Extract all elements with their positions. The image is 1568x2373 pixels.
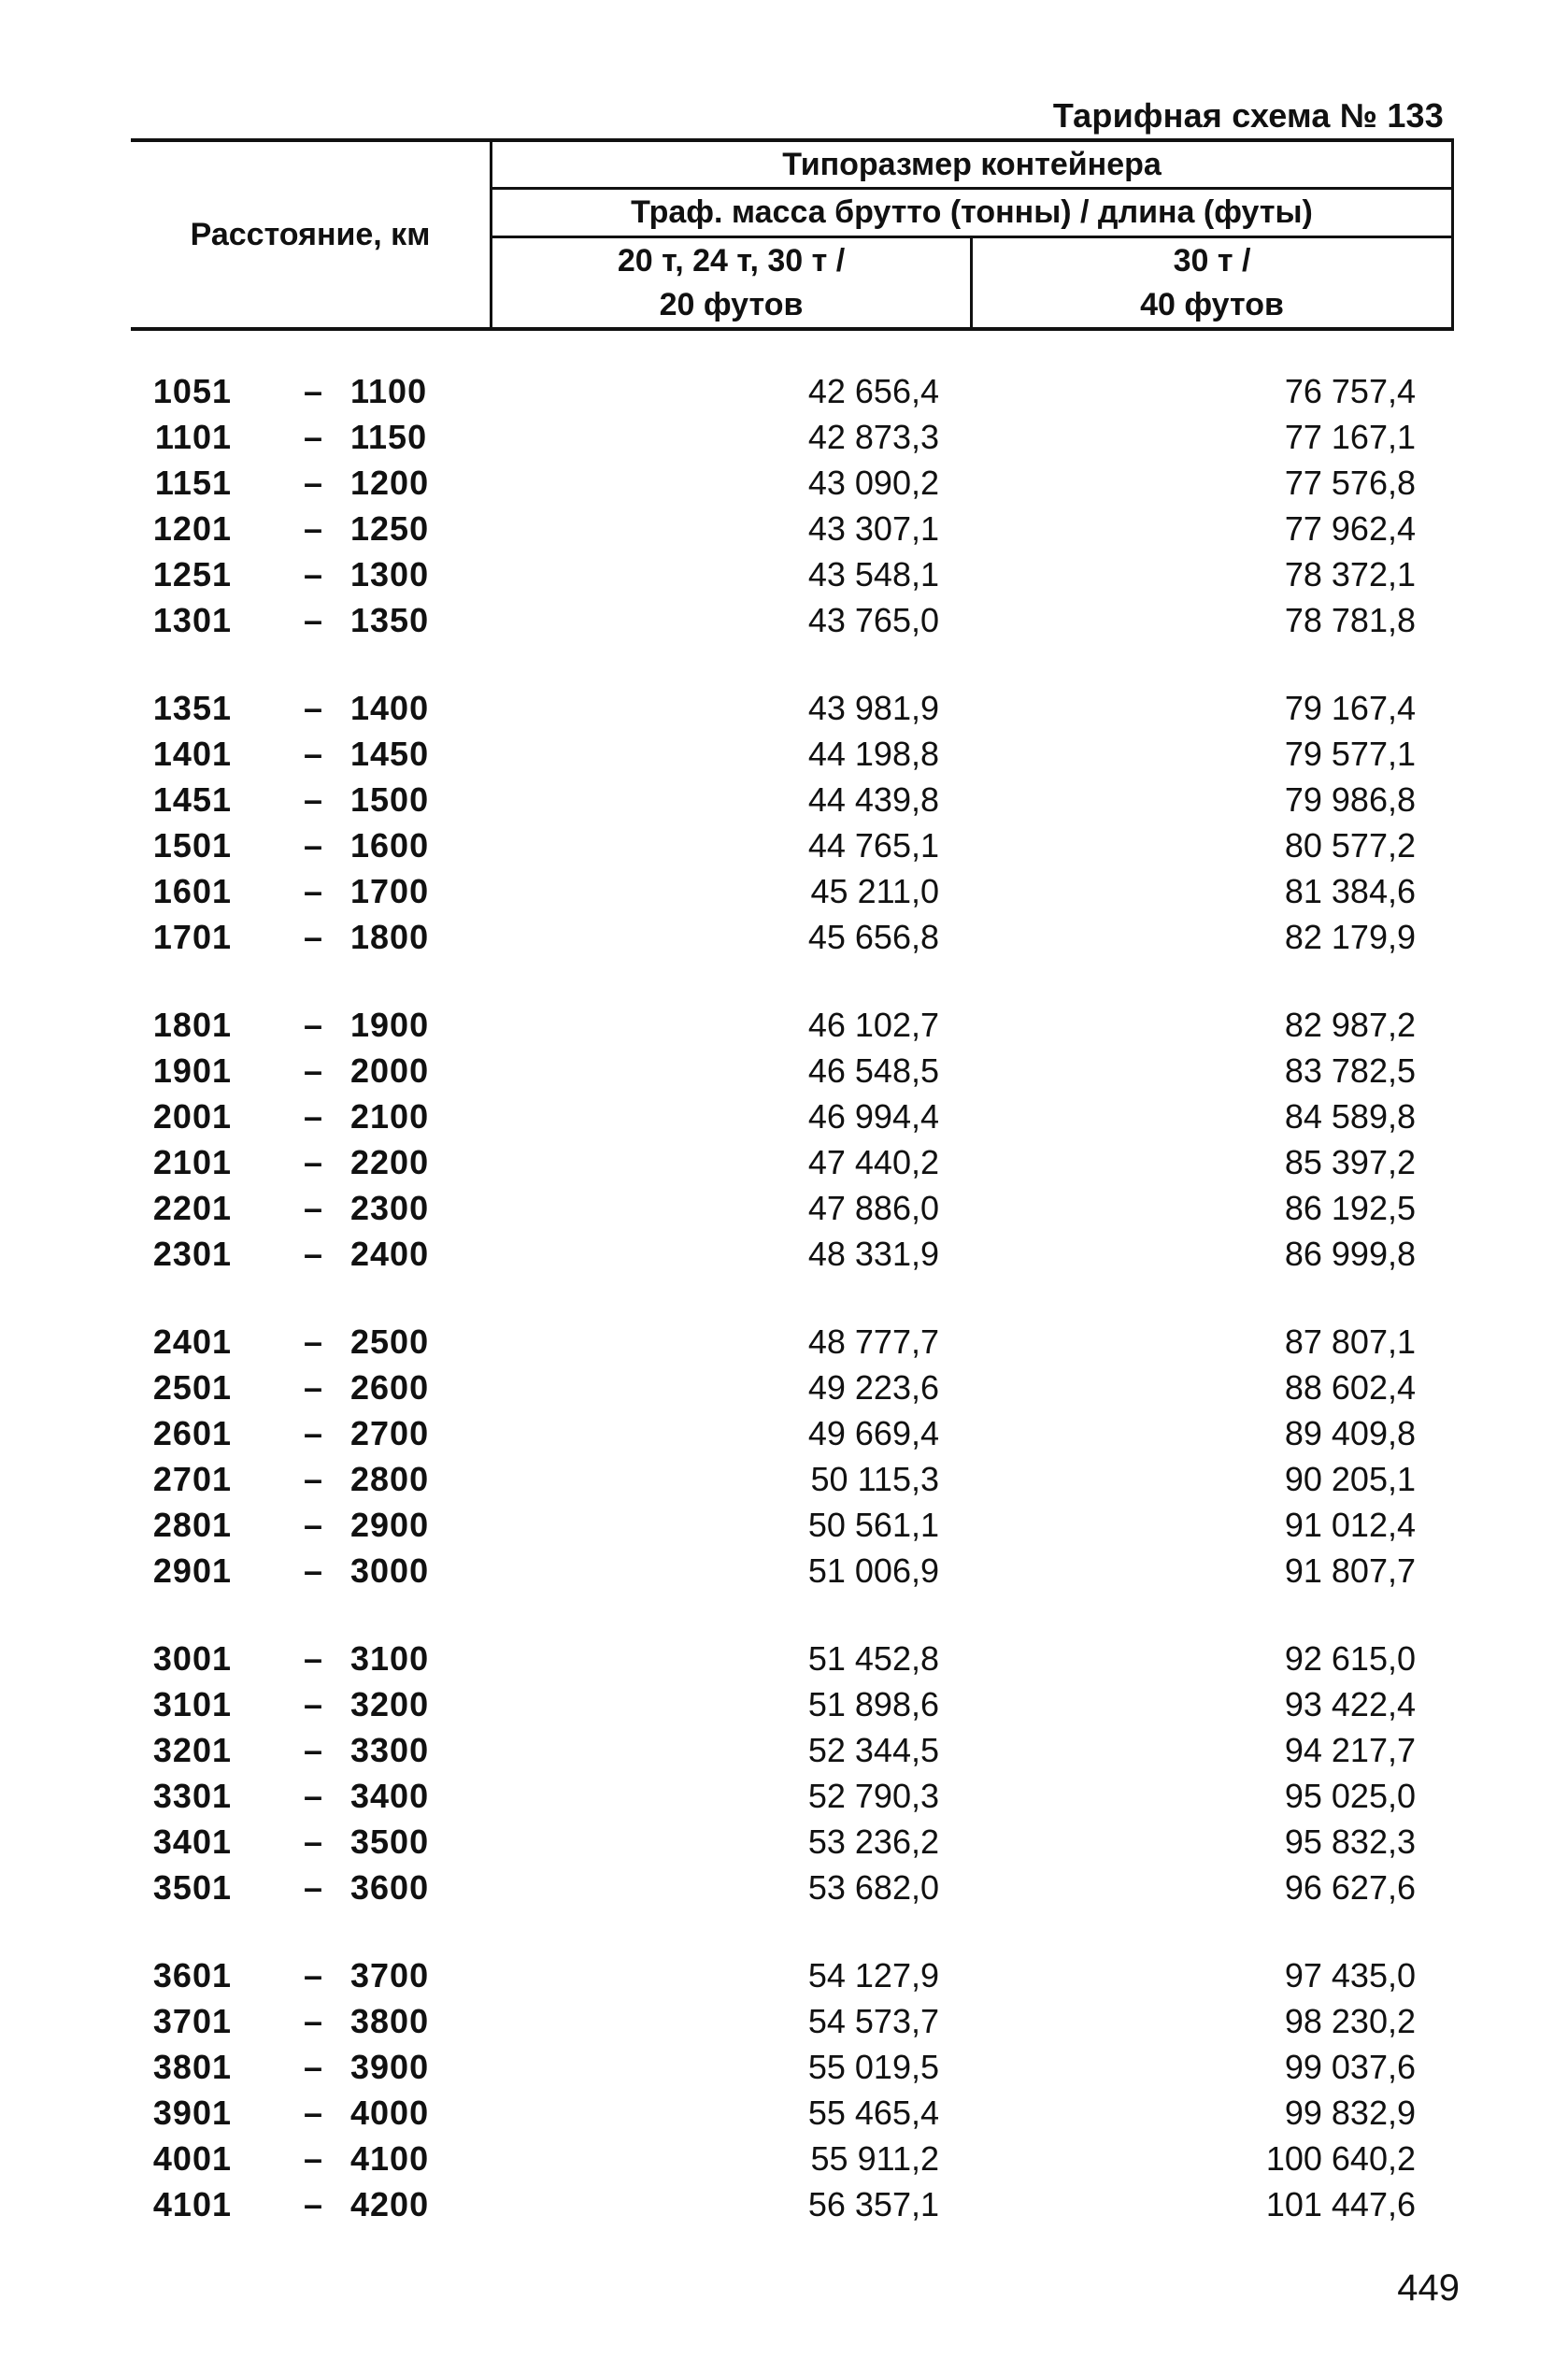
distance-to: 2000	[350, 1051, 430, 1090]
range-dash: –	[303, 826, 323, 865]
range-dash: –	[303, 1823, 323, 1861]
distance-to: 1400	[350, 689, 430, 727]
distance-to: 3000	[350, 1551, 430, 1590]
distance-from: 1201	[152, 509, 232, 548]
distance-to: 3100	[350, 1639, 430, 1678]
tariff-20ft: 44 765,1	[807, 826, 939, 865]
range-dash: –	[303, 1868, 323, 1907]
tariff-20ft: 43 981,9	[807, 689, 939, 727]
tariff-40ft: 77 576,8	[1284, 464, 1416, 502]
range-dash: –	[303, 372, 323, 410]
distance-from: 1601	[152, 872, 232, 910]
tariff-40ft: 79 986,8	[1284, 780, 1416, 819]
tariff-20ft: 48 331,9	[807, 1235, 939, 1273]
distance-from: 2801	[152, 1506, 232, 1544]
range-dash: –	[303, 1235, 323, 1273]
tariff-40ft: 81 384,6	[1284, 872, 1416, 910]
distance-from: 3801	[152, 2048, 232, 2086]
range-dash: –	[303, 1414, 323, 1452]
distance-to: 1250	[350, 509, 430, 548]
tariff-40ft: 78 372,1	[1284, 555, 1416, 593]
tariff-20ft: 47 886,0	[807, 1189, 939, 1227]
tariff-40ft: 97 435,0	[1284, 1956, 1416, 1994]
tariff-20ft: 49 669,4	[807, 1414, 939, 1452]
distance-to: 1600	[350, 826, 430, 865]
range-dash: –	[303, 1685, 323, 1723]
tariff-20ft: 43 548,1	[807, 555, 939, 593]
distance-from: 3701	[152, 2002, 232, 2040]
tariff-20ft: 43 090,2	[807, 464, 939, 502]
distance-from: 2401	[152, 1322, 232, 1361]
distance-to: 1300	[350, 555, 430, 593]
tariff-40ft: 99 037,6	[1284, 2048, 1416, 2086]
distance-to: 1500	[350, 780, 430, 819]
tariff-40ft: 96 627,6	[1284, 1868, 1416, 1907]
tariff-40ft: 78 781,8	[1284, 601, 1416, 639]
tariff-20ft: 43 307,1	[807, 509, 939, 548]
tariff-20ft: 55 465,4	[807, 2094, 939, 2132]
distance-to: 1700	[350, 872, 430, 910]
tariff-20ft: 42 656,4	[807, 372, 939, 410]
distance-from: 2501	[152, 1368, 232, 1407]
tariff-20ft: 44 198,8	[807, 735, 939, 773]
distance-from: 1451	[152, 780, 232, 819]
tariff-40ft: 85 397,2	[1284, 1143, 1416, 1181]
tariff-20ft: 46 548,5	[807, 1051, 939, 1090]
tariff-40ft: 79 577,1	[1284, 735, 1416, 773]
tariff-40ft: 79 167,4	[1284, 689, 1416, 727]
tariff-40ft: 93 422,4	[1284, 1685, 1416, 1723]
distance-from: 1701	[152, 918, 232, 956]
range-dash: –	[303, 1460, 323, 1498]
distance-to: 3600	[350, 1868, 430, 1907]
tariff-40ft: 80 577,2	[1284, 826, 1416, 865]
tariff-40ft: 82 179,9	[1284, 918, 1416, 956]
distance-to: 2500	[350, 1322, 430, 1361]
distance-to: 2600	[350, 1368, 430, 1407]
tariff-40ft: 91 807,7	[1284, 1551, 1416, 1590]
distance-from: 4101	[152, 2185, 232, 2223]
range-dash: –	[303, 555, 323, 593]
distance-from: 4001	[152, 2139, 232, 2178]
col-20ft-header-line1: 20 т, 24 т, 30 т /	[617, 243, 846, 279]
distance-from: 3501	[152, 1868, 232, 1907]
range-dash: –	[303, 1189, 323, 1227]
distance-from: 3301	[152, 1777, 232, 1815]
range-dash: –	[303, 689, 323, 727]
distance-from: 2101	[152, 1143, 232, 1181]
distance-from: 2701	[152, 1460, 232, 1498]
tariff-40ft: 87 807,1	[1284, 1322, 1416, 1361]
distance-from: 1501	[152, 826, 232, 865]
distance-to: 3200	[350, 1685, 430, 1723]
distance-from: 2301	[152, 1235, 232, 1273]
col-40ft-header-line1: 30 т /	[1173, 243, 1251, 279]
range-dash: –	[303, 418, 323, 456]
tariff-20ft: 51 452,8	[807, 1639, 939, 1678]
distance-header: Расстояние, км	[190, 217, 431, 252]
tariff-20ft: 45 656,8	[807, 918, 939, 956]
distance-to: 3700	[350, 1956, 430, 1994]
distance-to: 2100	[350, 1097, 430, 1136]
tariff-40ft: 90 205,1	[1284, 1460, 1416, 1498]
distance-to: 2300	[350, 1189, 430, 1227]
range-dash: –	[303, 2094, 323, 2132]
distance-from: 1101	[154, 418, 232, 456]
tariff-40ft: 98 230,2	[1284, 2002, 1416, 2040]
distance-from: 1051	[152, 372, 232, 410]
tariff-20ft: 48 777,7	[807, 1322, 939, 1361]
distance-to: 2900	[350, 1506, 430, 1544]
range-dash: –	[303, 1051, 323, 1090]
range-dash: –	[303, 918, 323, 956]
distance-to: 1450	[350, 735, 430, 773]
distance-to: 3400	[350, 1777, 430, 1815]
tariff-20ft: 53 682,0	[807, 1868, 939, 1907]
distance-to: 1900	[350, 1006, 430, 1044]
distance-to: 3500	[350, 1823, 430, 1861]
range-dash: –	[303, 2002, 323, 2040]
mass-length-header: Траф. масса брутто (тонны) / длина (футы)	[631, 194, 1313, 230]
tariff-20ft: 51 898,6	[807, 1685, 939, 1723]
distance-from: 3901	[152, 2094, 232, 2132]
distance-from: 1801	[152, 1006, 232, 1044]
distance-to: 2800	[350, 1460, 430, 1498]
distance-to: 3800	[350, 2002, 430, 2040]
tariff-20ft: 44 439,8	[807, 780, 939, 819]
tariff-40ft: 86 192,5	[1284, 1189, 1416, 1227]
tariff-40ft: 89 409,8	[1284, 1414, 1416, 1452]
tariff-20ft: 43 765,0	[807, 601, 939, 639]
tariff-20ft: 50 561,1	[807, 1506, 939, 1544]
range-dash: –	[303, 1956, 323, 1994]
distance-from: 3601	[152, 1956, 232, 1994]
tariff-20ft: 51 006,9	[807, 1551, 939, 1590]
tariff-20ft: 46 994,4	[807, 1097, 939, 1136]
distance-from: 1151	[154, 464, 232, 502]
distance-from: 1401	[152, 735, 232, 773]
tariff-20ft: 55 911,2	[810, 2139, 939, 2178]
distance-to: 2700	[350, 1414, 430, 1452]
range-dash: –	[303, 2139, 323, 2178]
col-40ft-header-line2: 40 футов	[1140, 287, 1284, 322]
range-dash: –	[303, 2048, 323, 2086]
tariff-40ft: 77 962,4	[1284, 509, 1416, 548]
tariff-40ft: 88 602,4	[1284, 1368, 1416, 1407]
distance-to: 3300	[350, 1731, 430, 1769]
tariff-40ft: 86 999,8	[1284, 1235, 1416, 1273]
distance-to: 2400	[350, 1235, 430, 1273]
tariff-40ft: 99 832,9	[1284, 2094, 1416, 2132]
distance-to: 4000	[350, 2094, 430, 2132]
range-dash: –	[303, 1143, 323, 1181]
tariff-20ft: 46 102,7	[807, 1006, 939, 1044]
col-20ft-header-line2: 20 футов	[659, 287, 804, 322]
tariff-40ft: 92 615,0	[1284, 1639, 1416, 1678]
distance-from: 2201	[152, 1189, 232, 1227]
distance-from: 1901	[152, 1051, 232, 1090]
distance-to: 1150	[350, 418, 428, 456]
range-dash: –	[303, 1551, 323, 1590]
distance-from: 2901	[152, 1551, 232, 1590]
range-dash: –	[303, 1368, 323, 1407]
tariff-40ft: 100 640,2	[1265, 2139, 1416, 2178]
range-dash: –	[303, 509, 323, 548]
distance-to: 1800	[350, 918, 430, 956]
range-dash: –	[303, 1006, 323, 1044]
tariff-20ft: 50 115,3	[810, 1460, 939, 1498]
header-right-border	[1451, 138, 1454, 331]
tariff-40ft: 83 782,5	[1284, 1051, 1416, 1090]
distance-from: 1301	[152, 601, 232, 639]
tariff-40ft: 91 012,4	[1284, 1506, 1416, 1544]
distance-to: 4200	[350, 2185, 430, 2223]
tariff-20ft: 47 440,2	[807, 1143, 939, 1181]
tariff-40ft: 76 757,4	[1284, 372, 1416, 410]
distance-from: 2601	[152, 1414, 232, 1452]
range-dash: –	[303, 2185, 323, 2223]
distance-from: 3401	[152, 1823, 232, 1861]
distance-from: 3201	[152, 1731, 232, 1769]
header-bottom-rule	[131, 327, 1454, 331]
range-dash: –	[303, 1639, 323, 1678]
tariff-40ft: 95 025,0	[1284, 1777, 1416, 1815]
tariff-20ft: 45 211,0	[810, 872, 939, 910]
tariff-20ft: 56 357,1	[807, 2185, 939, 2223]
distance-to: 3900	[350, 2048, 430, 2086]
range-dash: –	[303, 1097, 323, 1136]
range-dash: –	[303, 1731, 323, 1769]
tariff-40ft: 101 447,6	[1265, 2185, 1416, 2223]
range-dash: –	[303, 601, 323, 639]
tariff-20ft: 52 790,3	[807, 1777, 939, 1815]
tariff-20ft: 54 127,9	[807, 1956, 939, 1994]
distance-to: 2200	[350, 1143, 430, 1181]
tariff-20ft: 52 344,5	[807, 1731, 939, 1769]
tariff-20ft: 42 873,3	[807, 418, 939, 456]
tariff-20ft: 53 236,2	[807, 1823, 939, 1861]
distance-to: 4100	[350, 2139, 430, 2178]
distance-to: 1200	[350, 464, 430, 502]
page-number: 449	[1397, 2267, 1460, 2309]
distance-from: 2001	[152, 1097, 232, 1136]
distance-to: 1100	[350, 372, 428, 410]
range-dash: –	[303, 1506, 323, 1544]
distance-to: 1350	[350, 601, 430, 639]
distance-from: 1251	[152, 555, 232, 593]
tariff-40ft: 82 987,2	[1284, 1006, 1416, 1044]
range-dash: –	[303, 1777, 323, 1815]
tariff-scheme-title: Тарифная схема № 133	[1052, 96, 1444, 135]
range-dash: –	[303, 780, 323, 819]
distance-from: 3001	[152, 1639, 232, 1678]
tariff-40ft: 77 167,1	[1284, 418, 1416, 456]
tariff-40ft: 94 217,7	[1284, 1731, 1416, 1769]
distance-from: 3101	[152, 1685, 232, 1723]
tariff-40ft: 95 832,3	[1284, 1823, 1416, 1861]
container-size-header: Типоразмер контейнера	[782, 147, 1162, 182]
range-dash: –	[303, 464, 323, 502]
range-dash: –	[303, 872, 323, 910]
tariff-20ft: 54 573,7	[807, 2002, 939, 2040]
tariff-20ft: 49 223,6	[807, 1368, 939, 1407]
tariff-40ft: 84 589,8	[1284, 1097, 1416, 1136]
range-dash: –	[303, 1322, 323, 1361]
tariff-20ft: 55 019,5	[807, 2048, 939, 2086]
distance-from: 1351	[152, 689, 232, 727]
range-dash: –	[303, 735, 323, 773]
